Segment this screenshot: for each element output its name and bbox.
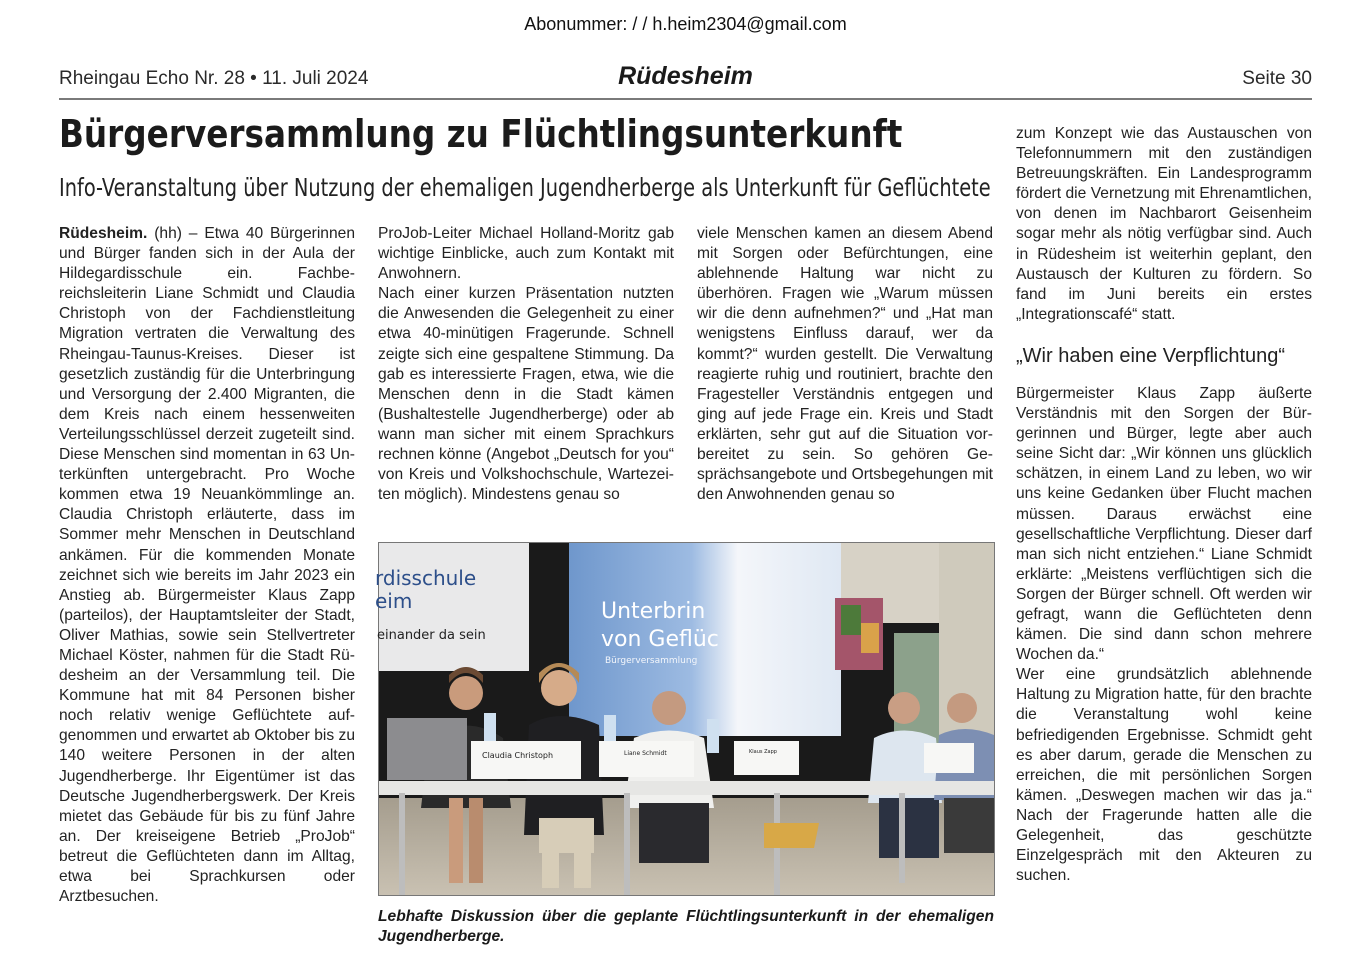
article-column-4 [1016, 124, 1312, 886]
publication-info: Rheingau Echo Nr. 28 • 11. Juli 2024 [59, 68, 369, 89]
section-title: Rüdesheim [618, 62, 753, 90]
page-number: Seite 30 [1242, 68, 1312, 89]
article-photo [375, 542, 995, 896]
column-4-paragraph-2: Bürgermeister Klaus Zapp äußerte Verständnis mit den Sorgen der Bürgerinnen und Bürger, legte aber auch seine Sicht dar: „Wir können uns glücklich schätzen, in einem Land zu leben, wo wir uns keine Gedanken über Flucht machen müssen. Daraus erwächst eine gesellschaftliche Verpflichtung. Dieser darf man sich nicht entziehen.“ Liane Schmidt erklärte: „Meistens verflüchtigen sich die Sorgen der Bürger schnell. Oft werden wir gefragt, wann die Geflüchteten denn kämen. Die sind dann schon mehrere Wochen da.“ [1016, 384, 1312, 664]
screen-text-2: von Geflüc [601, 627, 719, 652]
nameplate-2 [599, 741, 694, 777]
dateline: Rüdesheim. [59, 225, 148, 242]
article-column-3 [697, 224, 993, 505]
banner-text-2: eim [375, 589, 413, 613]
photo-caption: Lebhafte Diskussion über die geplante Flüchtlingsunterkunft in der ehemaligen Jugendherberge. [378, 908, 994, 945]
article-column-1 [59, 224, 355, 907]
column-4-paragraph-3: Wer eine grundsätzlich ablehnende Haltung zu Migration hatte, für den brachte die Veranstaltung wohl keine befriedigenden Ergebnisse. Schmidt geht es aber darum, gerade die Menschen zu erreichen, die mit persönlichen Sorgen kämen. „Deswegen machen wir das ja.“ Nach der Fragerunde hatten alle die Gelegenheit, das geschützte Einzelgespräch mit den Akteuren zu suchen. [1016, 666, 1312, 885]
subscriber-line: Abonummer: / / h.heim2304@gmail.com [524, 14, 847, 34]
article-column-2 [378, 224, 674, 505]
article-subheadline: Info-Veranstaltung über Nutzung der ehemaligen Jugendherberge als Unterkunft für Geflüchtete [59, 173, 991, 202]
column-4-paragraph-1: zum Konzept wie das Austauschen von Telefonnummern mit den zuständigen Betreuungskräften. Ein Landesprogramm fördert die Vernetzung mit Ehrenamtlichen, von denen im Nachbarort Geisenheim sogar mehr als nötig verfügbar sind. Auch in Rüdesheim ist weiterhin geplant, den Austausch der Kulturen zu fördern. So fand im Juni bereits ein erstes „Integrationscafé“ statt. [1016, 125, 1312, 323]
column-3-text: viele Menschen kamen an diesem Abend mit Sorgen oder Befürchtungen, eine ablehnende Haltung war nicht zu überhören. Fragen wie „Warum müssen wir die denn aufnehmen?“ und „Hat man wenigstens Einfluss darauf, wer da kommt?“ wurden gestellt. Die Verwaltung reagierte ruhig und routiniert, brachte den Fragesteller Verständnis entgegen und ging auf jede Frage ein. Kreis und Stadt erklärten, sehr gut auf die Situation vorbereitet zu sein. So gehören Gesprächsangebote und Ortsbegehungen mit den Anwohnenden genau so [697, 225, 993, 504]
nameplate-3-text: Klaus Zapp [749, 749, 777, 755]
banner-text-3: einander da sein [377, 628, 486, 643]
banner-text-1: rdisschule [375, 566, 477, 590]
article-headline: Bürgerversammlung zu Flüchtlingsunterkunft [59, 112, 903, 156]
nameplate-1-text: Claudia Christoph [482, 751, 554, 760]
page-header [59, 62, 1312, 100]
panel-table [379, 781, 994, 795]
screen-text-1: Unterbrin [601, 599, 706, 624]
nameplate-1 [471, 741, 581, 779]
nameplate-3 [734, 741, 799, 775]
column-2-paragraph-1: ProJob-Leiter Michael Holland-Moritz gab wichtige Einblicke, auch zum Kontakt mit Anwohnern. [378, 225, 674, 283]
column-2-paragraph-2: Nach einer kurzen Präsentation nutzten die Anwesenden die Gelegenheit zu einer etwa 40-minütigen Fragerunde. Schnell zeigte sich eine gespaltene Stimmung. Da gab es interessierte Fragen, etwa, wie die Menschen denn in die Stadt kämen (Bushaltestelle Jugendherberge) oder ab wann man sicher mit einem Sprachkurs rechnen könne (Angebot „Deutsch for you“ von Kreis und Volkshochschule, Wartezeiten möglich). Mindestens genau so [378, 285, 674, 504]
laptop [387, 718, 467, 780]
column-1-text: (hh) – Etwa 40 Bürgerinnen und Bürger fanden sich in der Aula der Hildegardisschule ein. Fachbereichsleiterin Liane Schmidt und Claudia Christoph von der Fachdienstleitung Migration vertraten die Verwaltung des Rheingau-Taunus-Kreises. Dieser ist gesetzlich zuständig für die Unterbringung und Versorgung der 2.400 Migranten, die dem Kreis nach einem hessenweiten Verteilungsschlüssel derzeit zugeteilt sind. Diese Menschen sind momentan in 63 Unterkünften untergebracht. Pro Woche kommen etwa 19 Neuankömmlinge an. Claudia Christoph erläuterte, dass im Sommer mehr Menschen in Deutschland ankämen. Für die kommenden Monate zeichnet sich wie bereits im Jahr 2023 ein Anstieg ab. Bürgermeister Klaus Zapp (parteilos), der Hauptamtsleiter der Stadt, Oliver Mathias, sowie sein Stellvertreter Michael Köster, nahmen für die Stadt Rüdesheim an der Versammlung teil. Die Kommune hat mit 84 Personen bisher noch relativ wenige Geflüchtete aufgenommen und erwartet ab Oktober bis zu 140 weitere Personen in der alten Jugendherberge. Ihr Eigentümer ist das Deutsche Jugendherbergswerk. Der Kreis mietet das Gebäude für bis zu fünf Jahre an. Der kreiseigene Betrieb „ProJob“ betreut die Geflüchteten dann im Alltag, etwa bei Sprachkursen oder Arztbesuchen. [59, 225, 355, 906]
screen-text-3: Bürgerversammlung [605, 656, 698, 666]
panel-discussion-photo [375, 543, 994, 895]
article-subhead: „Wir haben eine Verpflichtung“ [1016, 344, 1286, 367]
nameplate-2-text: Liane Schmidt [624, 750, 667, 757]
